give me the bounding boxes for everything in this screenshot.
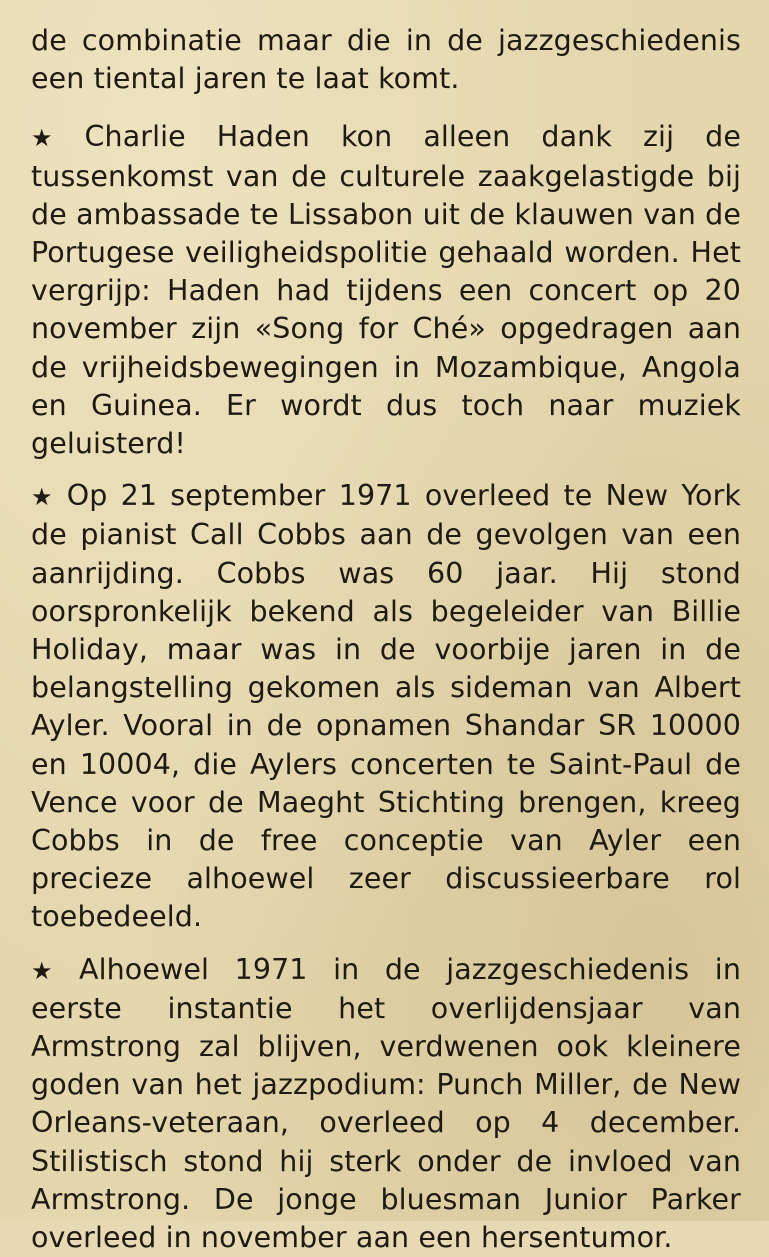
article-column: [31, 22, 741, 1257]
article-paragraph-4: [31, 951, 741, 1257]
star-icon: ★: [31, 124, 75, 153]
article-paragraph-2: [31, 118, 741, 463]
star-icon: ★: [31, 483, 57, 512]
article-paragraph-1: [31, 22, 741, 98]
paragraph-1-text: de combinatie maar die in de jazzgeschiedenis een tiental jaren te laat komt.: [31, 24, 741, 96]
star-icon: ★: [31, 956, 70, 985]
paragraph-2-text: Charlie Haden kon alleen dank zij de tussenkomst van de culturele zaakgelastigde bij de ambassade te Lissabon uit de klauwen van de Portugese veiligheidspolitie gehaald worden. Het vergrijp: Haden had tijdens een concert op 20 november zijn «Song for Ché» opgedragen aan de vrijheidsbewegingen in Mozambique, Angola en Guinea. Er wordt dus toch naar muziek geluisterd!: [31, 120, 741, 461]
paragraph-4-text: Alhoewel 1971 in de jazzgeschiedenis in eerste instantie het overlijdensjaar van Armstrong zal blijven, verdwenen ook kleinere goden van het jazzpodium: Punch Miller, de New Orleans-veteraan, overleed op 4 december. Stilistisch stond hij sterk onder de invloed van Armstrong. De jonge bluesman Junior Parker overleed in november aan een hersentumor.: [31, 952, 741, 1255]
paragraph-3-text: Op 21 september 1971 overleed te New York de pianist Call Cobbs aan de gevolgen van een aanrijding. Cobbs was 60 jaar. Hij stond oorspronkelijk bekend als begeleider van Billie Holiday, maar was in de voorbije jaren in de belangstelling gekomen als sideman van Albert Ayler. Vooral in de opnamen Shandar SR 10000 en 10004, die Aylers concerten te Saint-Paul de Vence voor de Maeght Stichting brengen, kreeg Cobbs in de free conceptie van Ayler een precieze alhoewel zeer discussieerbare rol toebedeeld.: [31, 479, 742, 934]
article-paragraph-3: [31, 477, 741, 936]
